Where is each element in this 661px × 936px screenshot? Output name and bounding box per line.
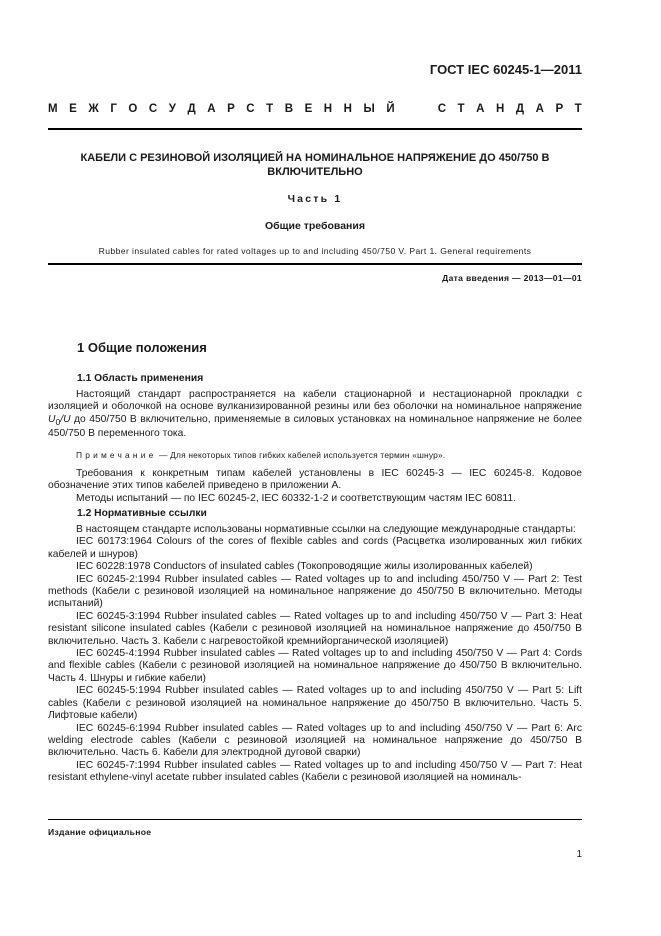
reference-item: IEC 60173:1964 Colours of the cores of flexible cables and cords (Расцветка изолированных жил гибких кабелей и шнуров) [48,536,582,560]
english-title: Rubber insulated cables for rated voltages up to and including 450/750 V. Part 1. General requirements [98,246,532,256]
reference-item: IEC 60228:1978 Conductors of insulated cables (Токопроводящие жилы изолированных кабелей) [76,561,533,573]
footer-rule [48,819,582,820]
banner-letter: С [148,103,158,115]
section-1-1-body [48,389,582,505]
scope-paragraph [48,389,582,441]
banner-letter: Н [495,103,505,115]
reference-item: IEC 60245-5:1994 Rubber insulated cables — Rated voltages up to and including 450/750 V — Part 5: Lift cables (Кабели с резиновой изоляцией на номинальное напряжение до 450/750 В включительно. Часть 5. Лифтовые кабели) [48,685,582,722]
reference-item: IEC 60245-4:1994 Rubber insulated cables — Rated voltages up to and including 450/750 V — Part 4: Cords and flexible cables (Кабели с резиновой изоляцией на номинальное напряжение до 450/750 В включительно. Часть 4. Шнуры и гибкие кабели) [48,648,582,684]
banner-letter: Т [266,103,274,115]
banner-letter: А [476,103,485,115]
requirements-paragraph: Требования к конкретным типам кабелей установлены в IEC 60245-3 — IEC 60245-8. Кодовое обозначение этих типов кабелей приведено в приложении А. [48,468,582,492]
interstate-standard-banner [48,103,582,115]
part-subtitle: Общие требования [265,220,365,232]
refs-intro-paragraph: В настоящем стандарте использованы нормативные ссылки на следующие международные стандарты: [76,524,576,535]
banner-letter: А [535,103,544,115]
title-rule [48,263,582,265]
voltage-subscript: 0 [55,416,61,427]
banner-letter: У [168,103,176,115]
banner-letter: Е [304,103,313,115]
introduction-date: Дата введения — 2013—01—01 [442,273,582,283]
banner-gap [406,103,426,115]
banner-letter: Й [386,103,395,115]
banner-letter: Ы [363,103,375,115]
banner-letter: Н [343,103,352,115]
banner-letter: С [437,103,446,115]
banner-letter: О [128,103,138,115]
scope-text-a: Настоящий стандарт распространяется на кабели стационарной и нестационарной прокладки с изоляцией и оболочкой на основе вулканизированной резины или без оболочки на номинальное напряжение [48,389,582,413]
scope-text-b: до 450/750 В включительно, применяемые в силовых установках на номинальное напряжение не более 450/750 В переменного тока. [48,413,582,440]
banner-letter: Н [323,103,333,115]
section-1-2-body [48,524,582,785]
section-1-heading: 1 Общие положения [77,340,207,355]
part-label: Часть 1 [287,193,343,205]
page-number: 1 [576,849,582,860]
banner-letter: С [246,103,255,115]
header-rule [48,128,582,130]
standard-code: ГОСТ IEC 60245-1—2011 [429,62,582,77]
banner-letter: Е [69,103,77,115]
voltage-symbol-2: /U [60,413,71,425]
note-text: — Для некоторых типов гибких кабелей используется термин «шнур». [156,449,446,460]
voltage-symbol: U [48,413,56,425]
banner-letter: Р [555,103,564,115]
banner-letter: Т [574,103,582,115]
document-title [60,151,570,179]
official-edition-label: Издание официальное [48,827,152,837]
note-paragraph [48,449,582,461]
reference-item: IEC 60245-3:1994 Rubber insulated cables — Rated voltages up to and including 450/750 V — Part 3: Heat resistant silicone insulated cables (Кабели с резиновой изоляцией на номинальное напряжение до 450/750 В включительно. Часть 3. Кабели с нагревостойкой кремнийорганической изоляцией) [48,610,582,647]
reference-item: IEC 60245-6:1994 Rubber insulated cables — Rated voltages up to and including 450/750 V — Part 6: Arc welding electrode cables (Кабели с резиновой изоляцией на номинальное напряжение до 450/750 В включительно. Часть 6. Кабели для электродной дуговой сварки) [48,722,582,759]
test-methods-paragraph: Методы испытаний — по IEC 60245-2, IEC 60332-1-2 и соответствующим частям IEC 60811. [76,492,516,504]
banner-letter: Г [110,103,117,115]
note-label: Примечание [76,449,157,460]
title-line-2: ВКЛЮЧИТЕЛЬНО [267,166,363,178]
banner-letter: В [284,103,294,115]
reference-list [48,536,582,784]
banner-letter: Т [457,103,465,115]
banner-letter: М [48,103,58,115]
section-1-2-heading: 1.2 Нормативные ссылки [77,508,207,519]
reference-item: IEC 60245-2:1994 Rubber insulated cables — Rated voltages up to and including 450/750 V — Part 2: Test methods (Кабели с резиновой изоляцией на номинальное напряжение до 450/750 В включительно. Методы испытаний) [48,573,582,610]
banner-letter: Д [187,103,196,115]
banner-letter: Р [227,103,235,115]
title-line-1: КАБЕЛИ С РЕЗИНОВОЙ ИЗОЛЯЦИЕЙ НА НОМИНАЛЬНОЕ НАПРЯЖЕНИЕ ДО 450/750 В [80,152,550,164]
banner-letter: Д [515,103,525,115]
banner-letter: Ж [88,103,99,115]
section-1-1-heading: 1.1 Область применения [77,373,204,384]
banner-letter: А [207,103,216,115]
reference-item: IEC 60245-7:1994 Rubber insulated cables — Rated voltages up to and including 450/750 V — Part 7: Heat resistant ethylene-vinyl acetate rubber insulated cables (Кабели с резиновой изоляцией на номиналь- [48,759,582,784]
